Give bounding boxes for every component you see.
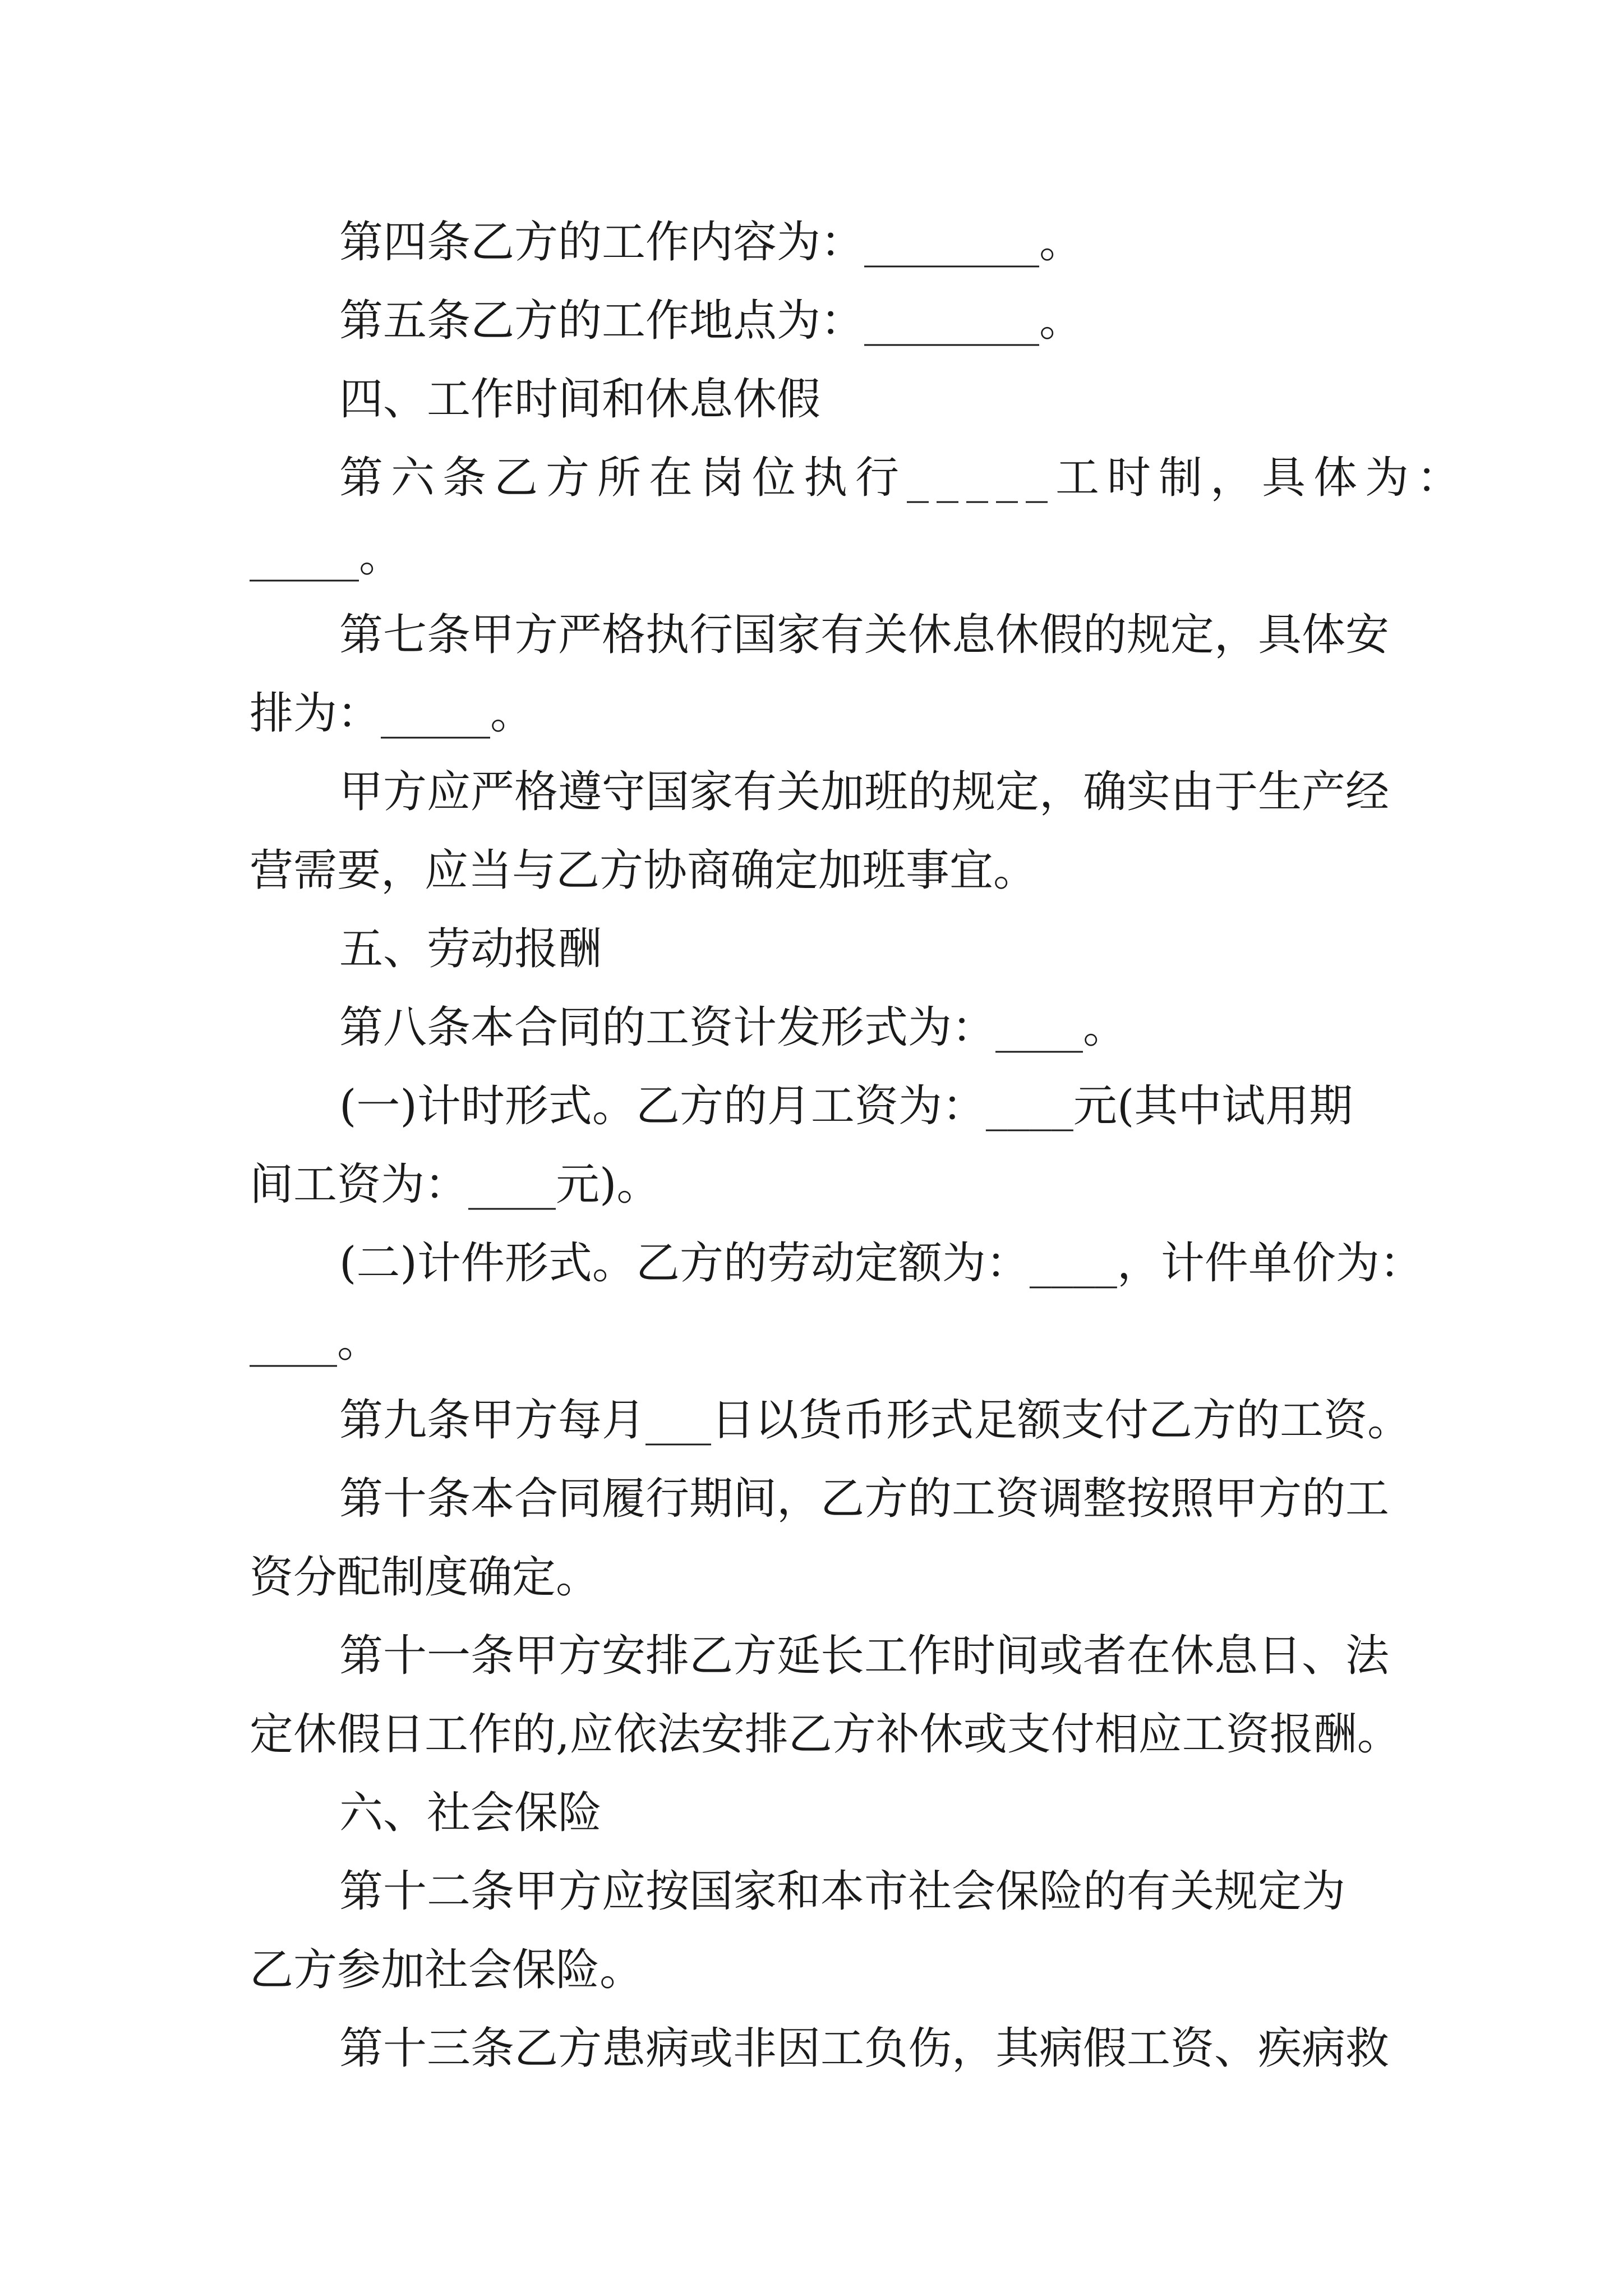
clause-13-line-1: 第十三条乙方患病或非因工负伤，其病假工资、疾病救 (339, 2023, 1390, 2074)
clause-10-line-2: 资分配制度确定。 (250, 1552, 600, 1603)
section-4-heading: 四、工作时间和休息休假 (339, 374, 821, 425)
clause-12-line-1: 第十二条甲方应按国家和本市社会保险的有关规定为 (339, 1866, 1346, 1917)
time-based-line-2: 间工资为：____元)。 (250, 1159, 661, 1210)
clause-6-line-1: 第六条乙方所在岗位执行_____工时制，具体为： (339, 453, 1469, 503)
piece-rate-line-2: ____。 (250, 1317, 381, 1367)
section-6-heading: 六、社会保险 (339, 1788, 602, 1838)
clause-7-line-2: 排为：_____。 (250, 688, 534, 739)
time-based-line-1: (一)计时形式。乙方的月工资为：____元(其中试用期 (339, 1081, 1353, 1131)
clause-8-line: 第八条本合同的工资计发形式为：____。 (339, 1002, 1127, 1053)
clause-11-line-2: 定休假日工作的,应依法安排乙方补休或支付相应工资报酬。 (250, 1709, 1401, 1760)
overtime-paragraph-line-1: 甲方应严格遵守国家有关加班的规定，确实由于生产经 (339, 767, 1390, 817)
clause-11-line-1: 第十一条甲方安排乙方延长工作时间或者在休息日、法 (339, 1631, 1390, 1681)
clause-4-line: 第四条乙方的工作内容为：________。 (339, 217, 1083, 268)
clause-6-line-2: _____。 (250, 531, 403, 582)
clause-10-line-1: 第十条本合同履行期间，乙方的工资调整按照甲方的工 (339, 1474, 1390, 1524)
clause-7-line-1: 第七条甲方严格执行国家有关休息休假的规定，具体安 (339, 610, 1390, 660)
piece-rate-line-1: (二)计件形式。乙方的劳动定额为：____，计件单价为： (339, 1238, 1423, 1289)
clause-5-line: 第五条乙方的工作地点为：________。 (339, 296, 1083, 346)
section-5-heading: 五、劳动报酬 (339, 924, 602, 974)
clause-12-line-2: 乙方参加社会保险。 (250, 1945, 644, 1995)
clause-9-line: 第九条甲方每月___日以货币形式足额支付乙方的工资。 (339, 1395, 1412, 1446)
overtime-paragraph-line-2: 营需要，应当与乙方协商确定加班事宜。 (250, 845, 1038, 896)
